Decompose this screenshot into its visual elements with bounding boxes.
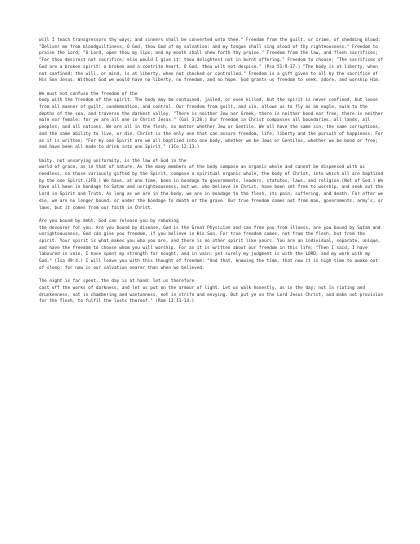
paragraph-unity: Unity, not unvarying uniformity, is the law of God in the world of grace, as in that of nature. As the many members of the body compose an organic whole and cannot be dispensed with as needless, so those variously gifted by the Spirit, compose a spiritual organic whole, the body of Christ, into which all are baptized by the one Spirit.(JFB.) We have, at one time, been in bondage to governments, leaders, statutes, laws, and religion.(Not of God.) We have all been in bondage to Satan and unrighteousness, but we, who believe in Christ, have been set free to worship, and seek out the Lord in Spirit and Truth. As long as we are in the body, we are in bondage to the flesh, its pain, suffering, and death. For after we die, we are no longer bound, or under the bondage to death or the grave. Our true freedom comes not from man, governments, army's, or laws, but it comes from our faith in Christ. — [39, 158, 384, 211]
document-page — [39, 38, 385, 313]
paragraph-bondage: Are you bound by debt, God can release you by rebuking the devourer for you. Are you bound by disease, God is the Great Physician and can free you from illness, are you bound by Satan and unrighteousness, God can give you freedom, if you believe in His Son. For true freedom comes, not from the flesh, but from the spirit. Your spirit is what makes you who you are, and there is no other spirit like yours. You are an individual, separate, unique, and have the freedom to choose whom you will worship. For as it is written about our freedom in this life; "Then I said, I have laboured in vain, I have spent my strength for nought, and in vain: yet surely my judgment is with the LORD, and my work with my God." (Isa 49:4.) I will leave you with this thought of freedom; "And that, knowing the time, that now it is high time to awake out of sleep: for now is our salvation nearer than when we believed. — [39, 218, 381, 271]
paragraph-night-far-spent: The night is far spent, the day is at hand: let us therefore cast off the works of darkness, and let us put on the armour of light. Let us walk honestly, as in the day; not in rioting and drunkenness, not in chambering and wantonness, not in strife and envying. But put ye on the Lord Jesus Christ, and make not provision for the flesh, to fulfil the lusts thereof." (Rom 13:11-14.) — [39, 279, 384, 305]
paragraph-body-and-spirit: We must not confuse the freedom of the body with the freedom of the spirit. The body may be contained, jailed, or even killed, but the spirit is never confined, but loose from all manner of guilt, condemnation, and control. Our freedom from guilt, and sin, allows us to fly as an eagle, swim to the depths of the sea, and traverse the darkest valley. "There is neither Jew nor Greek, there is neither bond nor free, there is neither male nor female: for ye are all one in Christ Jesus." (Gal 3:28.) Our freedom in Christ compasses all boundaries, all lands, all peoples, and all nations. We are all in the flesh, no matter whether Jew or Gentile. We all have the same sin, the same corruptions, and the same ability to live, or die. Christ is the only one that can assure freedom, life, liberty and the pursuit of happiness. For as it is written; "For by one Spirit are we all baptized into one body, whether we be Jews or Gentiles, whether we be bond or free; and have been all made to drink into one Spirit." (1Co 12:13.) — [39, 91, 384, 151]
paragraph-freedom-gifts: will I teach transgressors thy ways; and sinners shall be converted unto thee." Freedom from the guilt, or crime, of shedding blood; "Deliver me from bloodguiltiness, O God, thou God of my salvation: and my tongue shall sing aloud of thy righteousness." Freedom to praise the Lord; "O Lord, open thou my lips; and my mouth shall shew forth thy praise." Freedom from the law, and flesh sacrifices; "For thou desirest not sacrifice; else would I give it: thou delightest not in burnt offering." Freedom to choose; "The sacrifices of God are a broken spirit: a broken and a contrite heart, O God, thou wilt not despise." (Psa 51:9-17.) "The body is at liberty, when not confined; the will, or mind, is at liberty, when not checked or controlled." Freedom is a gift given to all by the sacrifice of His Son Jesus. Without God we would have no liberty, no freedom, and no hope. God grants us freedom to seek, adore, and worship Him. — [39, 38, 386, 84]
